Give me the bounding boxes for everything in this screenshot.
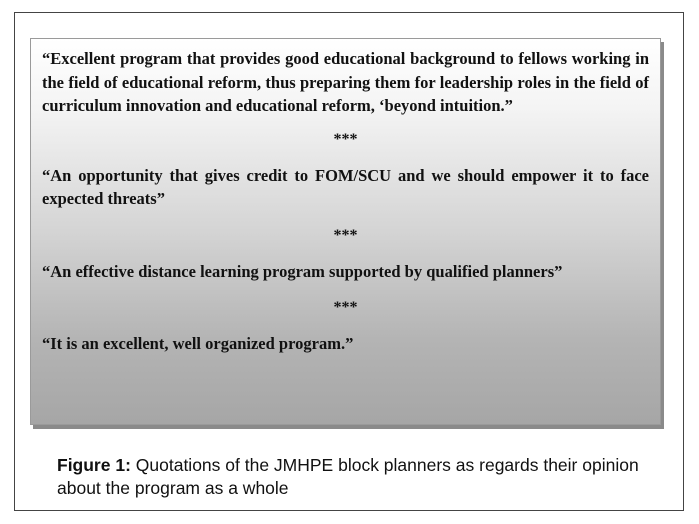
figure-label: Figure 1: [57, 455, 131, 475]
quote-1: “Excellent program that provides good educational background to fellows working in the field of educational reform, thus preparing them for leadership roles in the field of curriculum innovation and educational reform, ‘beyond intuition.” [42, 49, 649, 115]
separator-1: *** [333, 130, 358, 148]
quotations-box [30, 38, 661, 425]
quote-2: “An opportunity that gives credit to FOM/SCU and we should empower it to face expected threats” [42, 165, 649, 208]
separator-3: *** [333, 299, 358, 316]
separator-2: *** [333, 226, 358, 244]
figure-caption [57, 454, 657, 499]
figure-caption-text: Quotations of the JMHPE block planners as regards their opinion about the program as a whole [57, 455, 639, 498]
quote-4: “It is an excellent, well organized program.” [42, 334, 354, 353]
quote-3: “An effective distance learning program supported by qualified planners” [42, 261, 563, 281]
